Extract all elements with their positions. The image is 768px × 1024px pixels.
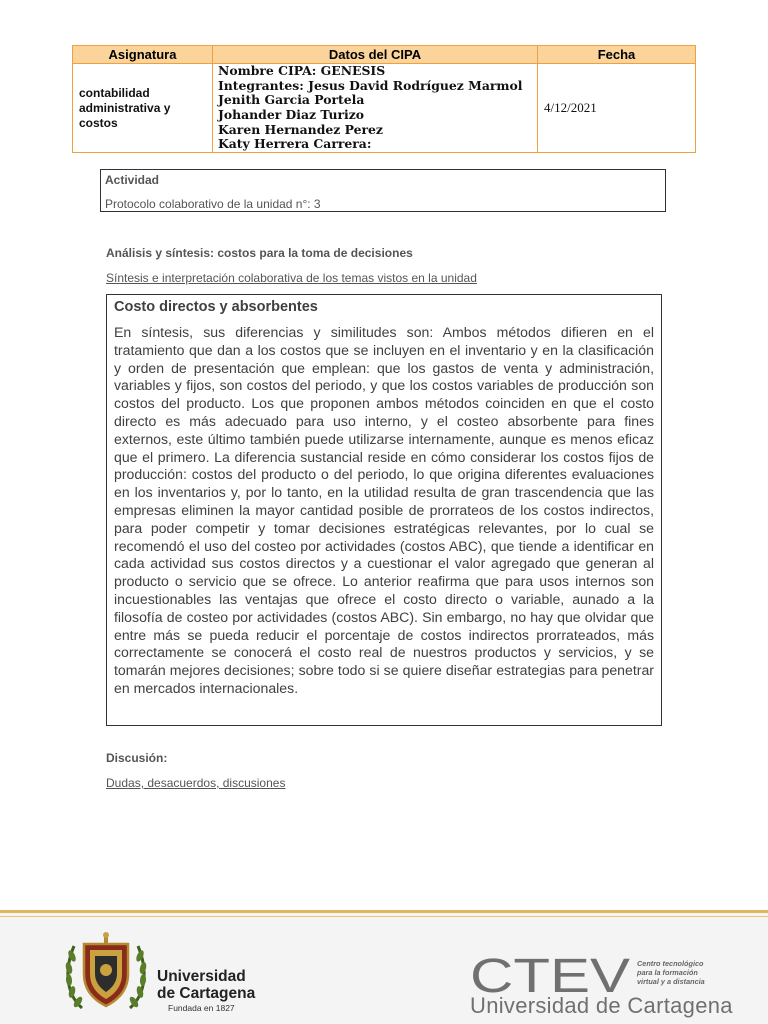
- analysis-title: Análisis y síntesis: costos para la toma de decisiones: [106, 246, 413, 260]
- university-crest-icon: [60, 930, 152, 1014]
- cipa-member: Karen Hernandez Perez: [218, 121, 383, 137]
- ctev-tagline-line: virtual y a distancia: [637, 977, 705, 986]
- cipa-members: Integrantes: Jesus David Rodríguez Marmol: [218, 77, 523, 93]
- activity-description: Protocolo colaborativo de la unidad n°: 3: [105, 197, 321, 211]
- date-cell: 4/12/2021: [538, 64, 696, 153]
- ctev-logo-text: CTEV: [470, 954, 630, 996]
- table-row: [73, 64, 696, 153]
- ctev-tagline-line: Centro tecnológico: [637, 959, 704, 968]
- cipa-member: Johander Diaz Turizo: [218, 107, 365, 122]
- cipa-member: Katy Herrera Carrera:: [218, 136, 372, 152]
- cipa-info-table: [72, 45, 696, 153]
- activity-box: [100, 169, 666, 212]
- cipa-member: Jenith Garcia Portela: [218, 92, 365, 108]
- university-name: [157, 968, 255, 1002]
- activity-title: Actividad: [105, 173, 160, 187]
- footer-divider: [0, 916, 768, 917]
- cipa-name: Nombre CIPA: GENESIS: [218, 63, 386, 79]
- subject-line: administrativa y: [79, 100, 171, 115]
- discussion-title: Discusión:: [106, 751, 168, 765]
- university-founded: Fundada en 1827: [168, 1003, 235, 1013]
- content-body: En síntesis, sus diferencias y similitudes son: Ambos métodos difieren en el tratamiento que dan a los costos que se incluyen en el inventario y en la clasificación y orden de presentación que emplean: que los gastos de venta y administración, variables y fijos, son costos del periodo, y que los costos variables de producción son costos del producto. Los que proponen ambos métodos coinciden en que el costo directo es más adecuado para uso interno, y el costeo absorbente para fines externos, este último también puede utilizarse internamente, aunque es menos eficaz que el primero. La diferencia sustancial reside en cómo considerar los costos fijos de producción: costos del producto o del periodo, lo que origina diferentes evaluaciones en los inventarios y, por lo tanto, en la utilidad resulta de gran trascendencia que las empresas eliminen la mayor cantidad posible de prorrateos de los costos indirectos, para poder competir y tomar decisiones estratégicas relevantes, por lo cual se recomendó el uso del costeo por actividades (costos ABC), que tiende a identificar en cada actividad sus costos directos y a cuestionar el valor agregado que generan al producto o servicio que se ofrece. Lo anterior reafirma que para usos internos son incuestionables las ventajas que ofrece el costo directo o variable, aunado a la filosofía de costeo por actividades (costos ABC). Sin embargo, no hay que olvidar que entre más se pueda reducir el porcentaje de costos indirectos prorrateados, más correctamente se conocerá el costo real de nuestros productos y servicios, y se tomarán mejores decisiones; sobre todo si se quiere diseñar estrategias para penetrar en mercados internacionales.: [114, 324, 654, 696]
- ctev-tagline: [637, 959, 705, 986]
- analysis-subtitle: Síntesis e interpretación colaborativa de los temas vistos en la unidad: [106, 271, 477, 285]
- subject-line: costos: [79, 115, 118, 130]
- subject-cell: [73, 64, 213, 153]
- cipa-data-cell: [213, 64, 538, 153]
- table-header-row: [73, 46, 696, 64]
- content-heading: Costo directos y absorbentes: [114, 299, 318, 315]
- university-name-line: de Cartagena: [157, 985, 256, 1002]
- footer-divider: [0, 910, 768, 913]
- synthesis-content-box: [106, 294, 662, 726]
- header-asignatura: Asignatura: [73, 46, 213, 64]
- header-datos-cipa: Datos del CIPA: [213, 46, 538, 64]
- header-fecha: Fecha: [538, 46, 696, 64]
- ctev-university-name: Universidad de Cartagena: [470, 993, 733, 1018]
- university-name-line: Universidad: [157, 968, 246, 985]
- ctev-logo: [470, 954, 632, 996]
- discussion-subtitle: Dudas, desacuerdos, discusiones: [106, 776, 286, 790]
- subject-line: contabilidad: [79, 85, 150, 100]
- ctev-tagline-line: para la formación: [637, 968, 698, 977]
